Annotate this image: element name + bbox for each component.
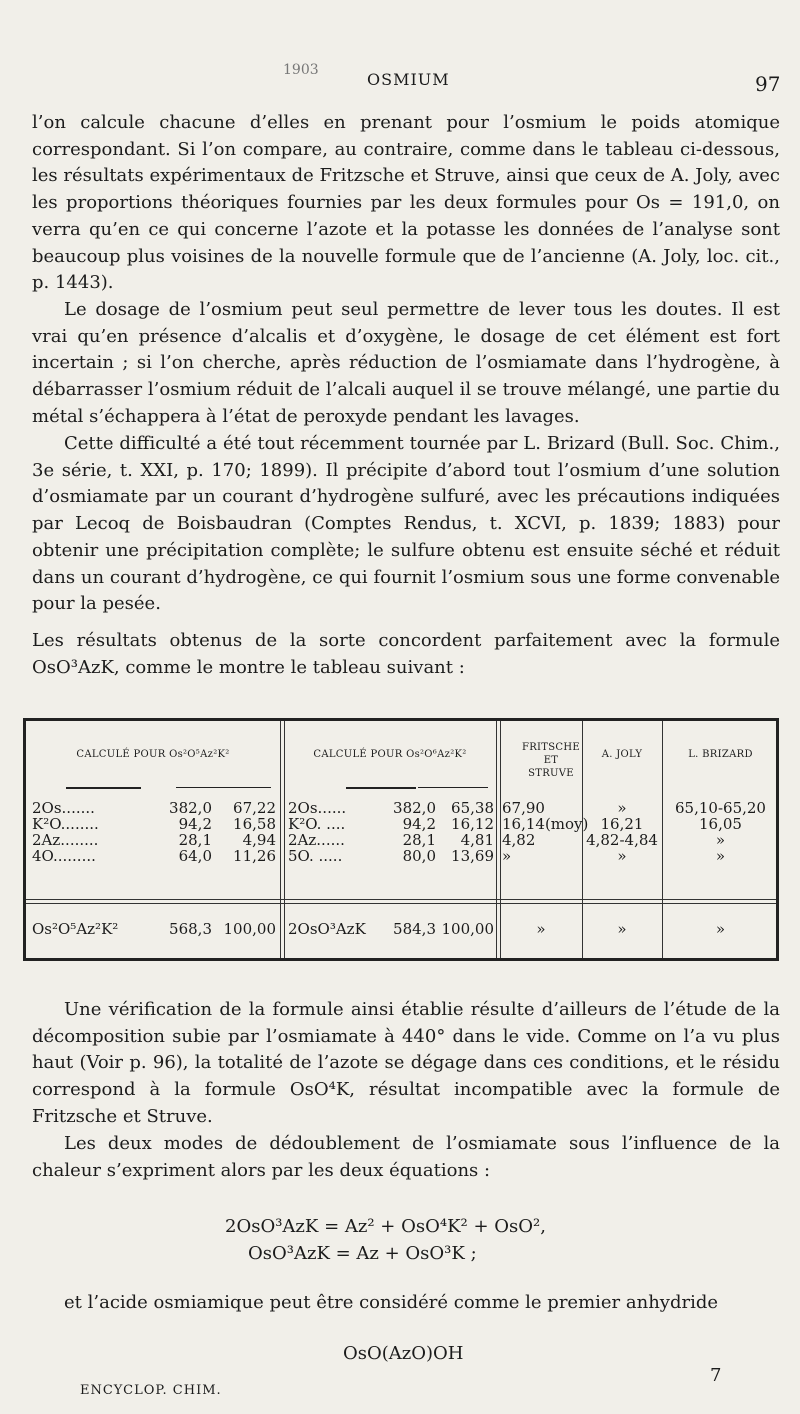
header-joly: A. JOLY [601,749,643,760]
final-formula: OsO(AzO)OH [343,1343,464,1364]
running-title: OSMIUM [367,70,450,89]
calc-new-labels: 2Os...... K²O. .... 2Az...... 5O. ..... [288,799,347,865]
paragraph-3: Cette difficulté a été tout récemment tournée par L. Brizard (Bull. Soc. Chim., 3e série, t. XXI, p. 170; 1899). Il précipite d’abord tout l’osmium d’une solution d’osmiamate par un courant d’hydrogène sulfuré, avec les précautions indiquées par Lecoq de Boisbaudran (Comptes Rendus, t. XCVI, p. 1839; 1883) pour obtenir une précipitation complète; le sulfure obtenu est ensuite séché et réduit dans un courant d’hydrogène, ce qui fournit l’osmium sous une forme convenable pour la pesée. [32,433,780,615]
header-calc-new: CALCULÉ POUR Os²O⁶Az²K² [313,749,467,760]
paragraph-6: Les deux modes de dédoublement de l’osmiamate sous l’influence de la chaleur s’expriment alors par les deux équations : [32,1133,780,1181]
paragraph-5: Une vérification de la formule ainsi établie résulte d’ailleurs de l’étude de la décomposition subie par l’osmiamate à 440° dans le vide. Comme on l’a vu plus haut (Voir p. 96), la totalité de l’azote se dégage dans ces conditions, et le résidu correspond à la formule OsO⁴K, résultat incompatible avec la formule de Fritzsche et Struve. [32,999,780,1127]
brizard-values: 65,10-65,20 16,05 » » [675,799,766,865]
equation-1: 2OsO³AzK = Az² + OsO⁴K² + OsO², [225,1216,546,1237]
calc-new-values: 382,0 94,2 28,1 80,0 [393,799,436,865]
paragraph-1: l’on calcule chacune d’elles en prenant pour l’osmium le poids atomique correspondant. Si l’on compare, au contraire, comme dans le tableau ci-dessous, les résultats expérimentaux de Fritzsche et Struve, ainsi que ceux de A. Joly, avec les proportions théoriques fournies par les deux formules pour Os = 191,0, on verra qu’en ce qui concerne l’azote et la potasse les données de l’analyse sont beaucoup plus voisines de la nouvelle formule que de l’ancienne (A. Joly, loc. cit., p. 1443). [32,112,780,294]
footer-sheet-number: 7 [710,1365,722,1386]
equation-2: OsO³AzK = Az + OsO³K ; [248,1243,477,1264]
paragraph-2: Le dosage de l’osmium peut seul permettre de lever tous les doutes. Il est vrai qu’en présence d’alcalis et d’oxygène, le dosage de cet élément est fort incertain ; si l’on cherche, après réduction de l’osmiamate dans l’hydrogène, à débarrasser l’osmium réduit de l’alcali auquel il se trouve mélangé, une partie du métal s’échappera à l’état de peroxyde pendant les lavages. [32,299,780,427]
calc-old-labels: 2Os....... K²O........ 2Az........ 4O......... [32,799,99,865]
calc-old-values: 382,0 94,2 28,1 64,0 [169,799,212,865]
paragraph-7: et l’acide osmiamique peut être considéré comme le premier anhydride [64,1292,719,1313]
calc-old-percents: 67,22 16,58 4,94 11,26 [233,799,276,865]
total-joly: » [617,920,627,938]
calc-new-percents: 65,38 16,12 4,81 13,69 [451,799,494,865]
page-marginal-mark: 1903 [283,62,319,78]
header-fritzsche: FRITSCHE ET STRUVE [521,742,580,779]
header-brizard: L. BRIZARD [688,749,753,760]
total-formula-new: 2OsO³AzK [288,920,366,938]
composition-table [23,718,779,961]
footer-signature: ENCYCLOP. CHIM. [80,1383,222,1398]
paragraph-4: Les résultats obtenus de la sorte concordent parfaitement avec la formule OsO³AzK, comme le montre le tableau suivant : [32,630,780,678]
fritzsche-values: 67,90 16,14(moy) 4,82 » [502,799,589,865]
joly-values: » 16,21 4,82-4,84 » [586,799,658,865]
total-fritzsche: » [536,920,546,938]
total-percent-new: 100,00 [441,920,494,938]
total-brizard: » [715,920,726,938]
total-percent-old: 100,00 [223,920,276,938]
total-formula-old: Os²O⁵Az²K² [32,920,119,938]
total-value-new: 584,3 [393,920,436,938]
header-calc-old: CALCULÉ POUR Os²O⁵Az²K² [76,749,230,760]
total-value-old: 568,3 [169,920,212,938]
page-number: 97 [755,72,781,96]
